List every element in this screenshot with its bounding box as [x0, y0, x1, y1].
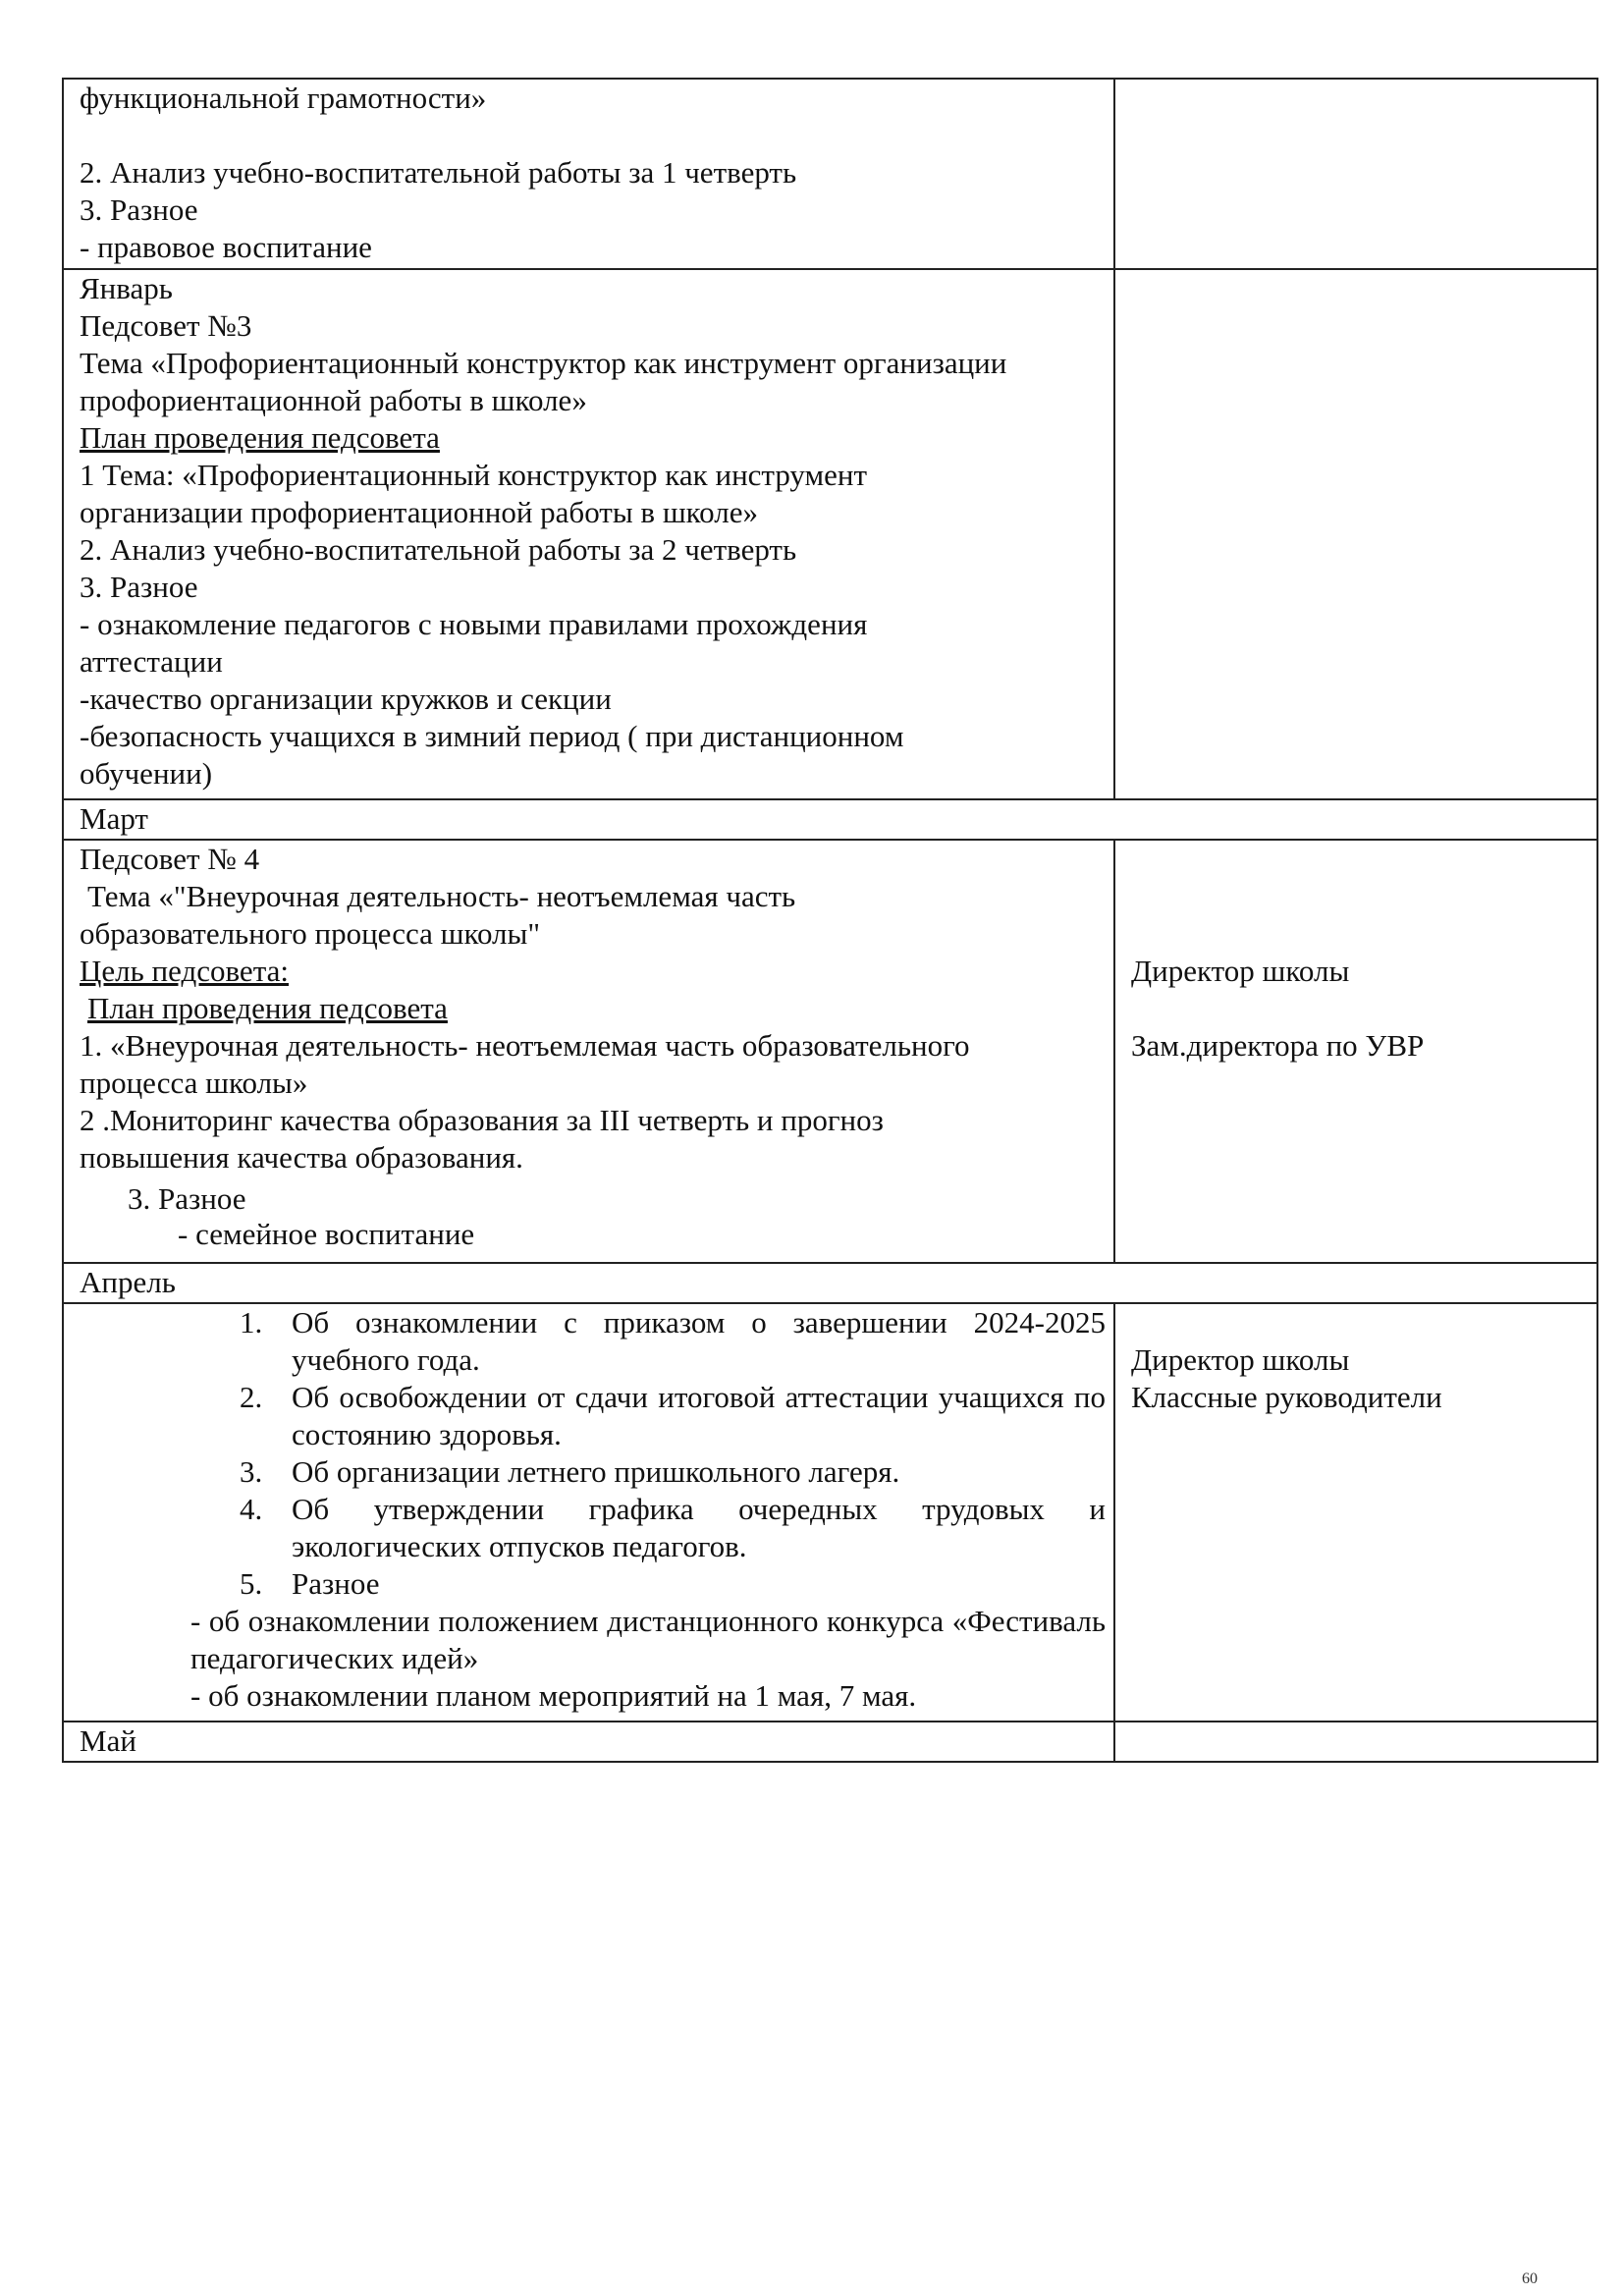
responsible-cell — [1114, 79, 1597, 269]
agenda-line: повышения качества образования. — [80, 1140, 523, 1175]
agenda-line: 2 .Мониторинг качества образования за III четверть и прогноз — [80, 1103, 884, 1137]
agenda-subline: аттестации — [80, 644, 223, 679]
list-item — [240, 1304, 1106, 1379]
list-item — [240, 1491, 1106, 1565]
text-line: - правовое воспитание — [80, 230, 372, 264]
plan-heading: План проведения педсовета — [80, 420, 440, 455]
responsible-person: Зам.директора по УВР — [1131, 1028, 1425, 1063]
month-label: Январь — [80, 271, 173, 305]
list-number: 5. — [240, 1566, 263, 1601]
responsible-cell — [1114, 269, 1597, 799]
theme-line: образовательного процесса школы" — [80, 916, 540, 951]
table-row-orders — [63, 1303, 1597, 1722]
responsible-person: Директор школы — [1131, 954, 1350, 988]
agenda-line: процесса школы» — [80, 1066, 308, 1100]
list-number: 3. — [240, 1454, 263, 1489]
plan-cell — [63, 79, 1114, 269]
list-item — [240, 1565, 1106, 1603]
plan-heading: План проведения педсовета — [87, 991, 448, 1025]
text-line: 3. Разное — [80, 192, 198, 227]
month-cell — [63, 1722, 1114, 1762]
list-text: Разное — [292, 1566, 380, 1601]
plan-cell — [63, 840, 1114, 1263]
text-line: 2. Анализ учебно-воспитательной работы за 1 четверть — [80, 155, 797, 190]
theme-line: профориентационной работы в школе» — [80, 383, 587, 417]
agenda-line: 2. Анализ учебно-воспитательной работы за 2 четверть — [80, 532, 797, 567]
agenda-subline: -безопасность учащихся в зимний период ( при дистанционном — [80, 719, 904, 753]
theme-line: Тема «Профориентационный конструктор как инструмент организации — [80, 346, 1007, 380]
pedsovet-title: Педсовет №3 — [80, 308, 252, 343]
month-label: Апрель — [80, 1265, 176, 1299]
list-number: 1. — [240, 1305, 263, 1339]
plan-cell — [63, 269, 1114, 799]
table-row-may — [63, 1722, 1597, 1762]
note-line: - об ознакомлении планом мероприятий на 1 мая, 7 мая. — [190, 1678, 917, 1713]
note-line: - об ознакомлении положением дистанционного конкурса «Фестиваль педагогических идей» — [190, 1604, 1106, 1675]
agenda-line: 1. «Внеурочная деятельность- неотъемлемая часть образовательного — [80, 1028, 970, 1063]
list-text: Об утверждении графика очередных трудовых и экологических отпусков педагогов. — [292, 1492, 1106, 1563]
list-text: Об освобождении от сдачи итоговой аттестации учащихся по состоянию здоровья. — [292, 1380, 1106, 1451]
list-number: 2. — [240, 1380, 263, 1414]
month-label: Май — [80, 1723, 136, 1758]
list-item — [240, 1379, 1106, 1453]
page-number: 60 — [1522, 2270, 1538, 2287]
month-label: Март — [80, 801, 148, 836]
agenda-subline: - семейное воспитание — [178, 1217, 475, 1251]
list-text: Об организации летнего пришкольного лагеря. — [292, 1454, 900, 1489]
month-cell — [63, 799, 1597, 840]
agenda-line: 3. Разное — [128, 1181, 246, 1216]
agenda-subline: -качество организации кружков и секции — [80, 682, 612, 716]
table-row-march — [63, 799, 1597, 840]
pedsovet-title: Педсовет № 4 — [80, 842, 260, 876]
plan-cell — [63, 1303, 1114, 1722]
table-row-continuation — [63, 79, 1597, 269]
table-row-pedsovet-4 — [63, 840, 1597, 1263]
responsible-cell — [1114, 1303, 1597, 1722]
agenda-line: 3. Разное — [80, 570, 198, 604]
responsible-person: Директор школы — [1131, 1342, 1350, 1377]
responsible-cell — [1114, 840, 1597, 1263]
plan-table — [62, 78, 1598, 1763]
list-number: 4. — [240, 1492, 263, 1526]
list-item — [240, 1453, 1106, 1491]
responsible-cell — [1114, 1722, 1597, 1762]
month-cell — [63, 1263, 1597, 1303]
document-page — [62, 78, 1596, 1763]
theme-line: Тема «"Внеурочная деятельность- неотъемлемая часть — [87, 879, 796, 913]
agenda-line: организации профориентационной работы в школе» — [80, 495, 758, 529]
responsible-person: Классные руководители — [1131, 1380, 1442, 1414]
table-row-january — [63, 269, 1597, 799]
agenda-line: 1 Тема: «Профориентационный конструктор как инструмент — [80, 458, 868, 492]
list-text: Об ознакомлении с приказом о завершении 2024-2025 учебного года. — [292, 1305, 1106, 1377]
agenda-subline: обучении) — [80, 756, 213, 791]
text-line: функциональной грамотности» — [80, 81, 487, 115]
orders-list — [80, 1304, 1106, 1603]
agenda-subline: - ознакомление педагогов с новыми правилами прохождения — [80, 607, 868, 641]
table-row-april — [63, 1263, 1597, 1303]
goal-heading: Цель педсовета: — [80, 954, 289, 988]
